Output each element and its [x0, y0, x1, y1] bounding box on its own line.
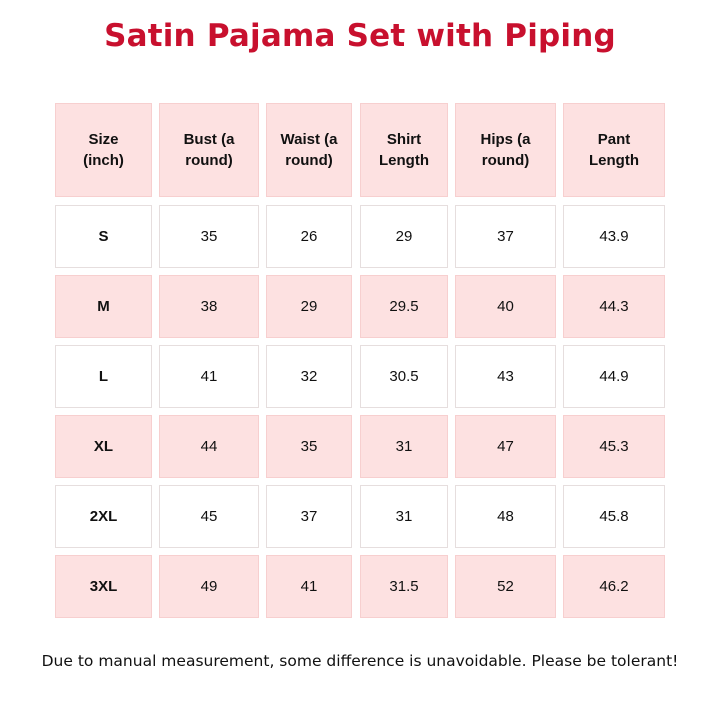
- header-cell-shirt-length: [360, 103, 448, 197]
- cell-waist: 41: [266, 555, 352, 618]
- cell-hips: 40: [455, 275, 556, 338]
- table-row: [55, 345, 665, 408]
- cell-shirt-length: 30.5: [360, 345, 448, 408]
- cell-shirt-length: 31.5: [360, 555, 448, 618]
- table-header-row: [55, 103, 665, 197]
- header-text: Bust (a: [183, 131, 235, 148]
- header-text: Length: [379, 152, 429, 169]
- cell-size: XL: [55, 415, 152, 478]
- cell-pant-length: 46.2: [563, 555, 665, 618]
- cell-waist: 35: [266, 415, 352, 478]
- header-text: Pant: [597, 131, 631, 148]
- cell-bust: 35: [159, 205, 259, 268]
- header-text: round): [185, 152, 233, 169]
- cell-waist: 37: [266, 485, 352, 548]
- cell-shirt-length: 31: [360, 415, 448, 478]
- table-row: [55, 275, 665, 338]
- cell-pant-length: 45.8: [563, 485, 665, 548]
- cell-pant-length: 44.9: [563, 345, 665, 408]
- header-cell-waist: [266, 103, 352, 197]
- header-text: Size: [88, 131, 119, 148]
- cell-size: 2XL: [55, 485, 152, 548]
- cell-waist: 32: [266, 345, 352, 408]
- header-cell-size: [55, 103, 152, 197]
- table-row: [55, 485, 665, 548]
- cell-bust: 38: [159, 275, 259, 338]
- header-cell-pant-length: [563, 103, 665, 197]
- table-row: [55, 555, 665, 618]
- header-text: Length: [589, 152, 639, 169]
- header-text: Shirt: [386, 131, 422, 148]
- cell-size: M: [55, 275, 152, 338]
- cell-size: 3XL: [55, 555, 152, 618]
- cell-waist: 26: [266, 205, 352, 268]
- cell-size: S: [55, 205, 152, 268]
- cell-size: L: [55, 345, 152, 408]
- header-text: round): [481, 152, 530, 169]
- cell-shirt-length: 29: [360, 205, 448, 268]
- cell-hips: 52: [455, 555, 556, 618]
- header-text: round): [285, 152, 333, 169]
- cell-bust: 45: [159, 485, 259, 548]
- cell-waist: 29: [266, 275, 352, 338]
- cell-pant-length: 44.3: [563, 275, 665, 338]
- cell-hips: 48: [455, 485, 556, 548]
- header-text: Waist (a: [280, 131, 338, 148]
- table-row: [55, 205, 665, 268]
- cell-bust: 44: [159, 415, 259, 478]
- header-cell-hips: [455, 103, 556, 197]
- cell-pant-length: 45.3: [563, 415, 665, 478]
- cell-bust: 41: [159, 345, 259, 408]
- cell-hips: 43: [455, 345, 556, 408]
- cell-shirt-length: 29.5: [360, 275, 448, 338]
- cell-shirt-length: 31: [360, 485, 448, 548]
- header-cell-bust: [159, 103, 259, 197]
- table-row: [55, 415, 665, 478]
- cell-bust: 49: [159, 555, 259, 618]
- cell-hips: 47: [455, 415, 556, 478]
- page-title: Satin Pajama Set with Piping: [104, 18, 616, 54]
- cell-hips: 37: [455, 205, 556, 268]
- cell-pant-length: 43.9: [563, 205, 665, 268]
- disclaimer-note: Due to manual measurement, some difference is unavoidable. Please be tolerant!: [41, 652, 679, 670]
- header-text: (inch): [83, 152, 124, 169]
- header-text: Hips (a: [480, 131, 531, 148]
